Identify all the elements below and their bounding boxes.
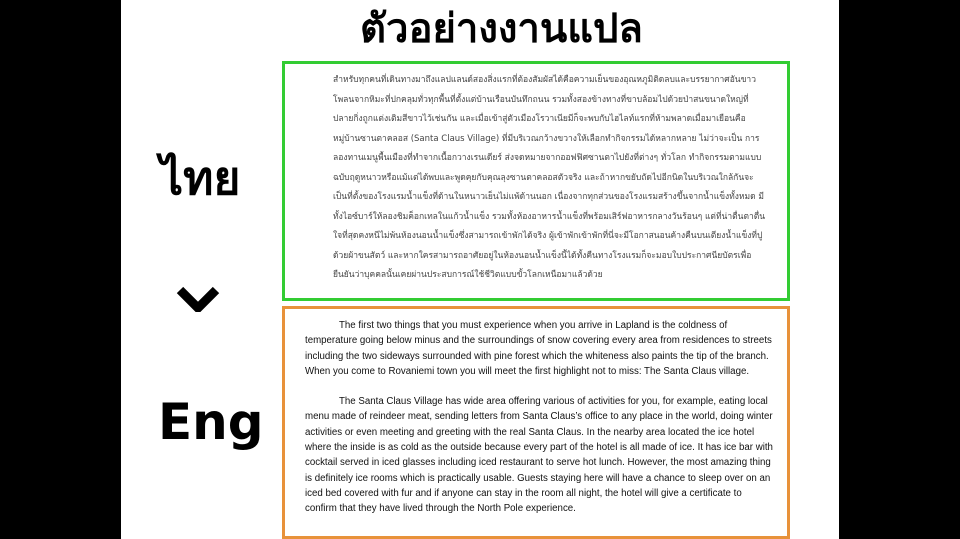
eng-paragraph-1: The first two things that you must experience when you arrive in Lapland is the coldness of temperature going below minus and the surroundings of snow covering every area from residences to streets including the two sideways surrounded with pine forest which the whiteness also paints the tip of the branch. When you come to Rovaniemi town you will meet the first highlight not to miss: The Santa Claus village. xyxy=(305,320,772,377)
eng-text-box xyxy=(282,306,790,539)
chevron-down-icon xyxy=(176,284,220,312)
eng-paragraph-2: The Santa Claus Village has wide area offering various of activities for you, for example, eating local menu made of reindeer meat, sending letters from Santa Claus’s office to any place in the world, doing winter activities or even meeting and greeting with the real Santa Claus. In the nearby area located the ice hotel where the inside is as cold as the outside because every part of the hotel is all made of ice. It has ice bar with cocktail served in iced glasses including iced restaurant to serve hot lunch. However, the most amazing thing is definitely ice rooms which is practically usable. Guests staying here will have a chance to sleep over on an iced bed covered with fur and if anyone can stay in the room all night, the hotel will give a certificate to confirm that they have lived through the North Pole experience. xyxy=(305,396,773,515)
thai-label: ไทย xyxy=(160,151,241,205)
thai-paragraph: สำหรับทุกคนที่เดินทางมาถึงแลปแลนด์สองสิ่งแรกที่ต้องสัมผัสได้คือความเย็นของอุณหภูมิติดลบและบรรยากาศอันขาวโพลนจากหิมะที่ปกคลุมทั่วทุกพื้นที่ตั้งแต่บ้านเรือนบันทึกถนน รวมทั้งสองข้างทางที่ขาบล้อมไปด้วยป่าสนขนาดใหญ่ที่ปลายกิ่งถูกแต่งเติมสีขาวไว้เช่นกัน และเมื่อเข้าสู่ตัวเมืองโรวาเนียมีก็จะพบกับไฮไลท์แรกที่ห้ามพลาดเมื่อมาเยือนคือหมู่บ้านซานตาคลอส (Santa Claus Village) ที่มีบริเวณกว้างขวางให้เลือกทำกิจกรรมได้หลากหลาย ไม่ว่าจะเป็น การลองทานเมนูพื้นเมืองที่ทำจากเนื้อกวางเรนเดียร์ ส่งจดหมายจากออฟฟิศซานตาไปยังที่ต่างๆ ทั่วโลก ทำกิจกรรมตามแบบฉบับฤดูหนาวหรือแม้แต่ได้พบและพูดคุยกับคุณลุงซานตาคลอสตัวจริง และถ้าหากขยับถัดไปอีกนิดในบริเวณใกล้กันจะเป็นที่ตั้งของโรงแรมน้ำแข็งที่ด้านในหนาวเย็นไม่แพ้ด้านนอก เนื่องจากทุกส่วนของโรงแรมสร้างขึ้นจากน้ำแข็งทั้งหมด มีทั้งไอซ์บาร์ให้ลองชิมค็อกเทลในแก้วน้ำแข็ง รวมทั้งห้องอาหารน้ำแข็งที่พร้อมเสิร์ฟอาหารกลางวันร้อนๆ แต่ที่น่าตื่นตาตื่นใจที่สุดคงหนีไม่พ้นห้องนอนน้ำแข็งซึ่งสามารถเข้าพักได้จริง ผู้เข้าพักเข้าพักที่นี่จะมีโอกาสนอนค้างคืนบนเตียงน้ำแข็งที่ปูด้วยผ้าขนสัตว์ และหากใครสามารถอาศัยอยู่ในห้องนอนน้ำแข็งนี้ได้ทั้งคืนทางโรงแรมก็จะมอบใบประกาศนียบัตรเพื่อยืนยันว่าบุคคลนั้นเคยผ่านประสบการณ์ใช้ชีวิตแบบขั้วโลกเหนือมาแล้วด้วย xyxy=(333,75,766,280)
page-title: ตัวอย่างงานแปล xyxy=(360,6,643,52)
eng-label: Eng xyxy=(158,393,264,451)
thai-text-box xyxy=(282,61,790,301)
